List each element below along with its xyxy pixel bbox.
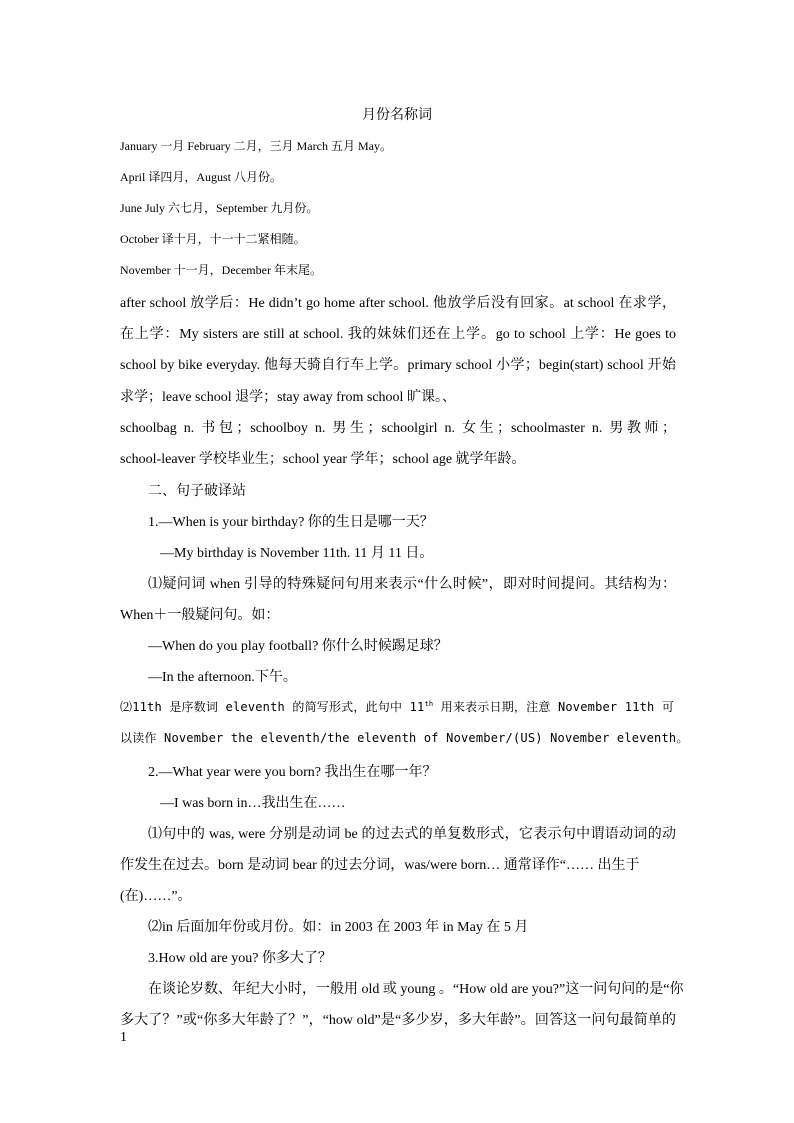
q1-note2-text-a: ⑵11th 是序数词 eleventh 的简写形式，此句中 11 (120, 700, 425, 714)
school-line-2: 在上学：My sisters are still at school. 我的妹妹们还在上学。go to school 上学：He goes to (120, 327, 676, 342)
month-line-2: April 译四月，August 八月份。 (120, 170, 283, 184)
school-line-6: school-leaver 学校毕业生；school year 学年；school age 就学年龄。 (120, 452, 526, 467)
q2-question: 2.—What year were you born? 我出生在哪一年？ (148, 765, 437, 780)
q1-note2-line2: 以读作 November the eleventh/the eleventh of November/(US) November eleventh。 (120, 731, 689, 745)
month-line-5: November 十一月，December 年末尾。 (120, 263, 322, 277)
school-line-5: schoolbag n. 书包；schoolboy n. 男生；schoolgirl n. 女生；schoolmaster n. 男教师； (120, 421, 676, 436)
q2-note1-line1: ⑴句中的 was, were 分别是动词 be 的过去式的单复数形式，它表示句中谓语动词的动 (148, 827, 676, 842)
q3-paragraph-line1: 在谈论岁数、年纪大小时，一般用 old 或 young 。“How old are you?”这一问句问的是“你 (148, 982, 684, 997)
q1-note2-superscript: th (424, 700, 434, 708)
q1-answer: —My birthday is November 11th. 11 月 11 日。 (160, 546, 434, 561)
q1-question: 1.—When is your birthday? 你的生日是哪一天？ (148, 515, 434, 530)
q3-paragraph-line2: 多大了？”或“你多大年龄了？”，“how old”是“多少岁，多大年龄”。回答这一问句最简单的 (120, 1013, 676, 1028)
q2-note2: ⑵in 后面加年份或月份。如：in 2003 在 2003 年 in May 在 5 月 (148, 920, 529, 935)
q1-note2-line1 (120, 698, 676, 715)
q1-note1-line1: ⑴疑问词 when 引导的特殊疑问句用来表示“什么时候”，即对时间提问。其结构为： (148, 577, 676, 592)
school-line-4: 求学；leave school 退学；stay away from school 旷课。、 (120, 390, 456, 405)
q3-question: 3.How old are you? 你多大了？ (148, 951, 332, 966)
month-line-3: June July 六七月，September 九月份。 (120, 201, 319, 215)
month-line-4: October 译十月，十一十二紧相随。 (120, 232, 306, 246)
q2-note1-line2: 作发生在过去。born 是动词 bear 的过去分词，was/were born… 通常译作“…… 出生于 (120, 858, 640, 873)
q1-example-question: —When do you play football? 你什么时候踢足球？ (148, 639, 448, 654)
q1-example-answer: —In the afternoon.下午。 (148, 670, 297, 685)
page-number: 1 (120, 1030, 127, 1045)
q2-answer: —I was born in…我出生在…… (160, 796, 346, 811)
month-line-1: January 一月 February 二月，三月 March 五月 May。 (120, 139, 392, 153)
school-line-1: after school 放学后：He didn’t go home after school. 他放学后没有回家。at school 在求学， (120, 296, 676, 311)
q1-note2-text-b: 用来表示日期，注意 November 11th 可 (433, 700, 675, 714)
q1-note1-line2: When＋一般疑问句。如： (120, 608, 280, 623)
page-title: 月份名称词 (362, 108, 432, 123)
school-line-3: school by bike everyday. 他每天骑自行车上学。primary school 小学；begin(start) school 开始 (120, 358, 676, 373)
q2-note1-line3: (在)……”。 (120, 889, 192, 904)
section-heading: 二、句子破译站 (148, 484, 246, 499)
